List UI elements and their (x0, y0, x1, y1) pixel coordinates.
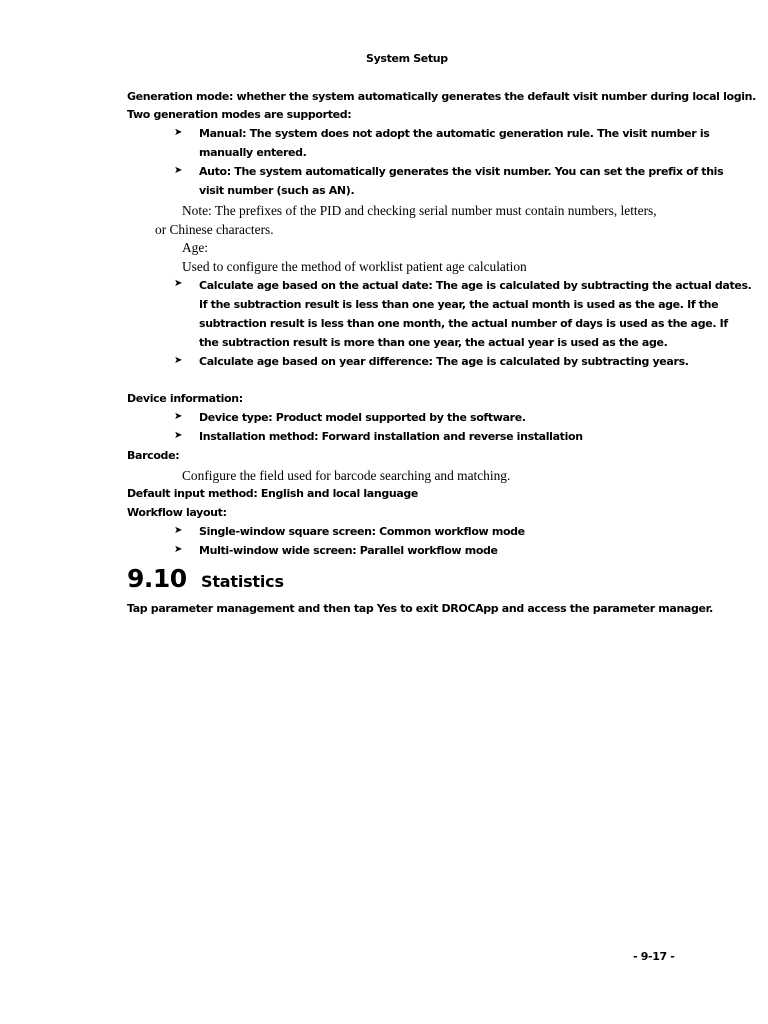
multi-window-line: Multi-window wide screen: Parallel workflow mode (199, 544, 498, 557)
manual-mode-line-2: manually entered. (199, 146, 307, 159)
generation-mode-line-2: Two generation modes are supported: (127, 108, 352, 121)
section-title: Statistics (201, 572, 284, 591)
workflow-layout-heading: Workflow layout: (127, 506, 227, 519)
section-number: 9.10 (127, 564, 187, 593)
bullet-arrow-icon: ➤ (174, 127, 183, 138)
bullet-arrow-icon: ➤ (174, 355, 183, 366)
generation-mode-line-1: Generation mode: whether the system automatically generates the default visit number during local login. (127, 90, 756, 103)
age-label: Age: (182, 240, 209, 255)
age-actual-line-4: the subtraction result is more than one year, the actual year is used as the age. (199, 336, 668, 349)
bullet-arrow-icon: ➤ (174, 544, 183, 555)
note-line-1: Note: The prefixes of the PID and checking serial number must contain numbers, letters, (182, 203, 657, 218)
install-method-line: Installation method: Forward installation and reverse installation (199, 430, 583, 443)
manual-mode-line-1: Manual: The system does not adopt the automatic generation rule. The visit number is (199, 127, 710, 140)
section-text: Tap parameter management and then tap Yes to exit DROCApp and access the parameter manager. (127, 602, 713, 615)
age-description: Used to configure the method of worklist patient age calculation (182, 259, 527, 274)
bullet-arrow-icon: ➤ (174, 411, 183, 422)
bullet-arrow-icon: ➤ (174, 165, 183, 176)
page-number: - 9-17 - (633, 950, 675, 963)
device-type-line: Device type: Product model supported by the software. (199, 411, 526, 424)
device-info-heading: Device information: (127, 392, 243, 405)
age-year-line: Calculate age based on year difference: The age is calculated by subtracting years. (199, 355, 689, 368)
age-actual-line-3: subtraction result is less than one month, the actual number of days is used as the age. If (199, 317, 728, 330)
barcode-description: Configure the field used for barcode searching and matching. (182, 468, 511, 483)
auto-mode-line-2: visit number (such as AN). (199, 184, 355, 197)
barcode-heading: Barcode: (127, 449, 180, 462)
auto-mode-line-1: Auto: The system automatically generates the visit number. You can set the prefix of this (199, 165, 724, 178)
age-actual-line-1: Calculate age based on the actual date: The age is calculated by subtracting the actual dates. (199, 279, 752, 292)
note-line-2: or Chinese characters. (155, 222, 274, 237)
single-window-line: Single-window square screen: Common workflow mode (199, 525, 525, 538)
page-header-title: System Setup (366, 52, 448, 65)
bullet-arrow-icon: ➤ (174, 525, 183, 536)
age-actual-line-2: If the subtraction result is less than one year, the actual month is used as the age. If the (199, 298, 719, 311)
bullet-arrow-icon: ➤ (174, 430, 183, 441)
bullet-arrow-icon: ➤ (174, 278, 183, 289)
default-input-line: Default input method: English and local language (127, 487, 419, 500)
